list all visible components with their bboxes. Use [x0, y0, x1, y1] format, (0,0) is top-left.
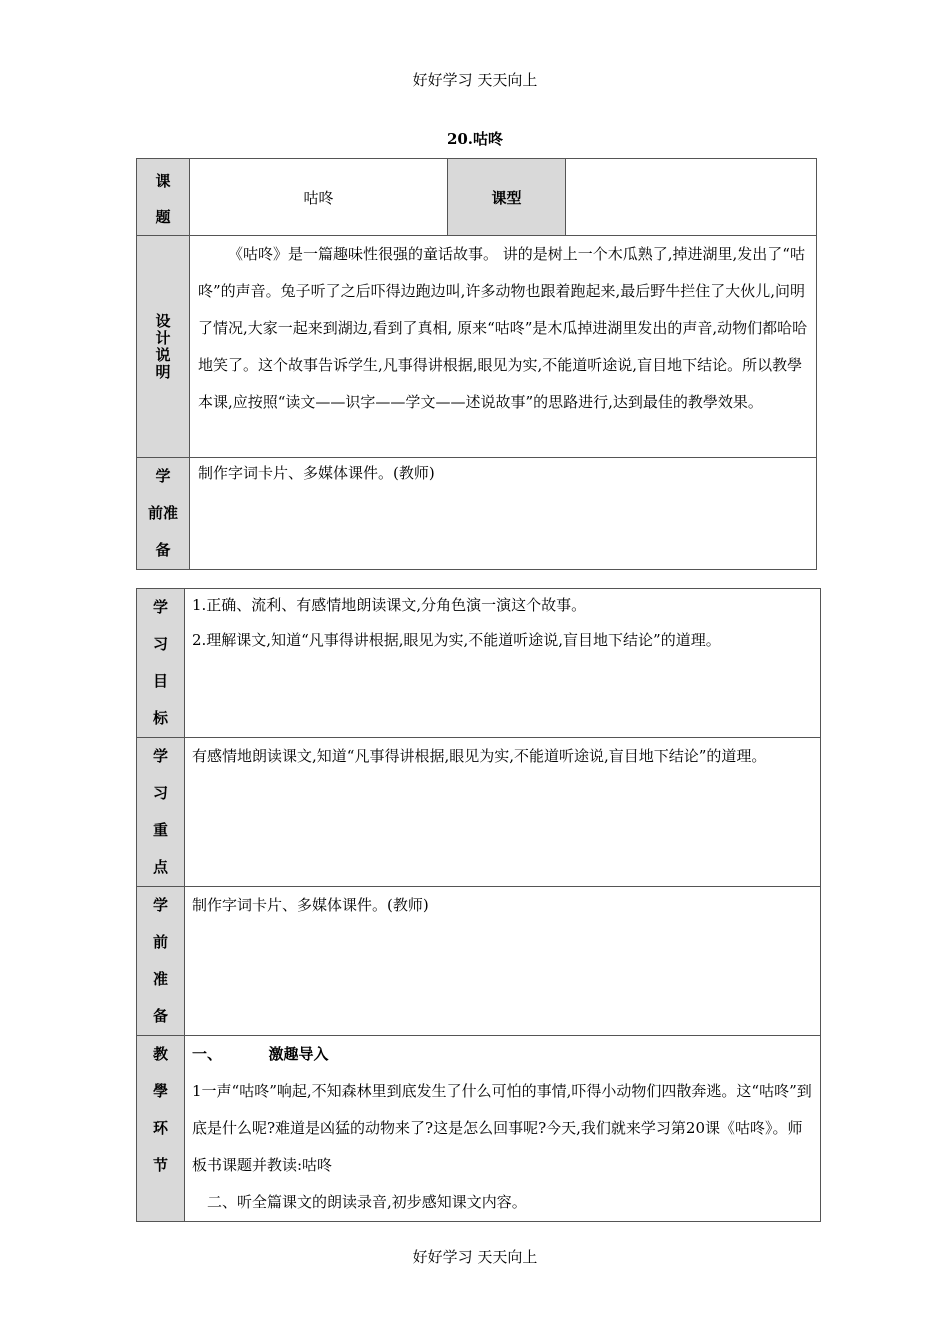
topic-value: 咕咚 [190, 159, 448, 236]
preparation-label: 学 前准 备 [137, 458, 190, 570]
type-label: 课型 [448, 159, 566, 236]
prep-content: 制作字词卡片、多媒体课件。(教师) [185, 887, 821, 1036]
step-heading: 一、 激趣导入 [192, 1045, 329, 1063]
type-value [566, 159, 817, 236]
goal-item: 2.理解课文,知道“凡事得讲根据,眼见为实,不能道听途说,盲目地下结论”的道理。 [192, 631, 721, 649]
lesson-title: 20.咕咚 [446, 130, 504, 148]
goals-content [185, 589, 821, 738]
step-text: 二、听全篇课文的朗读录音,初步感知课文内容。 [207, 1193, 527, 1211]
design-label: 设 计 说 明 [137, 236, 190, 458]
lesson-info-table [136, 158, 817, 570]
focus-label: 学 习 重 点 [137, 738, 185, 887]
focus-content: 有感情地朗读课文,知道“凡事得讲根据,眼见为实,不能道听途说,盲目地下结论”的道理。 [185, 738, 821, 887]
step-text: 1一声“咕咚”响起,不知森林里到底发生了什么可怕的事情,吓得小动物们四散奔逃。这“咕咚”到底是什么呢?难道是凶猛的动物来了?这是怎么回事呢?今天,我们就来学习第20课《咕咚》。师板书课题并教读:咕咚 [192, 1082, 812, 1174]
goal-item: 1.正确、流利、有感情地朗读课文,分角色演一演这个故事。 [192, 596, 587, 614]
page-header: 好好学习 天天向上 [412, 71, 538, 89]
prep-label: 学 前 准 备 [137, 887, 185, 1036]
goals-label: 学 习 目 标 [137, 589, 185, 738]
lesson-plan-table [136, 588, 821, 1222]
steps-content [185, 1036, 821, 1222]
page-footer: 好好学习 天天向上 [412, 1248, 538, 1266]
steps-label: 教 學 环 节 [137, 1036, 185, 1222]
preparation-text: 制作字词卡片、多媒体课件。(教师) [190, 458, 817, 570]
design-description: 《咕咚》是一篇趣味性很强的童话故事。 讲的是树上一个木瓜熟了,掉进湖里,发出了“咕咚”的声音。兔子听了之后吓得边跑边叫,许多动物也跟着跑起来,最后野牛拦住了大伙儿,问明了情况,大家一起来到湖边,看到了真相, 原来“咕咚”是木瓜掉进湖里发出的声音,动物们都哈哈地笑了。这个故事告诉学生,凡事得讲根据,眼见为实,不能道听途说,盲目地下结论。所以教學本课,应按照“读文——识字——学文——述说故事”的思路进行,达到最佳的教學效果。 [190, 236, 817, 458]
topic-label: 课 题 [137, 159, 190, 236]
